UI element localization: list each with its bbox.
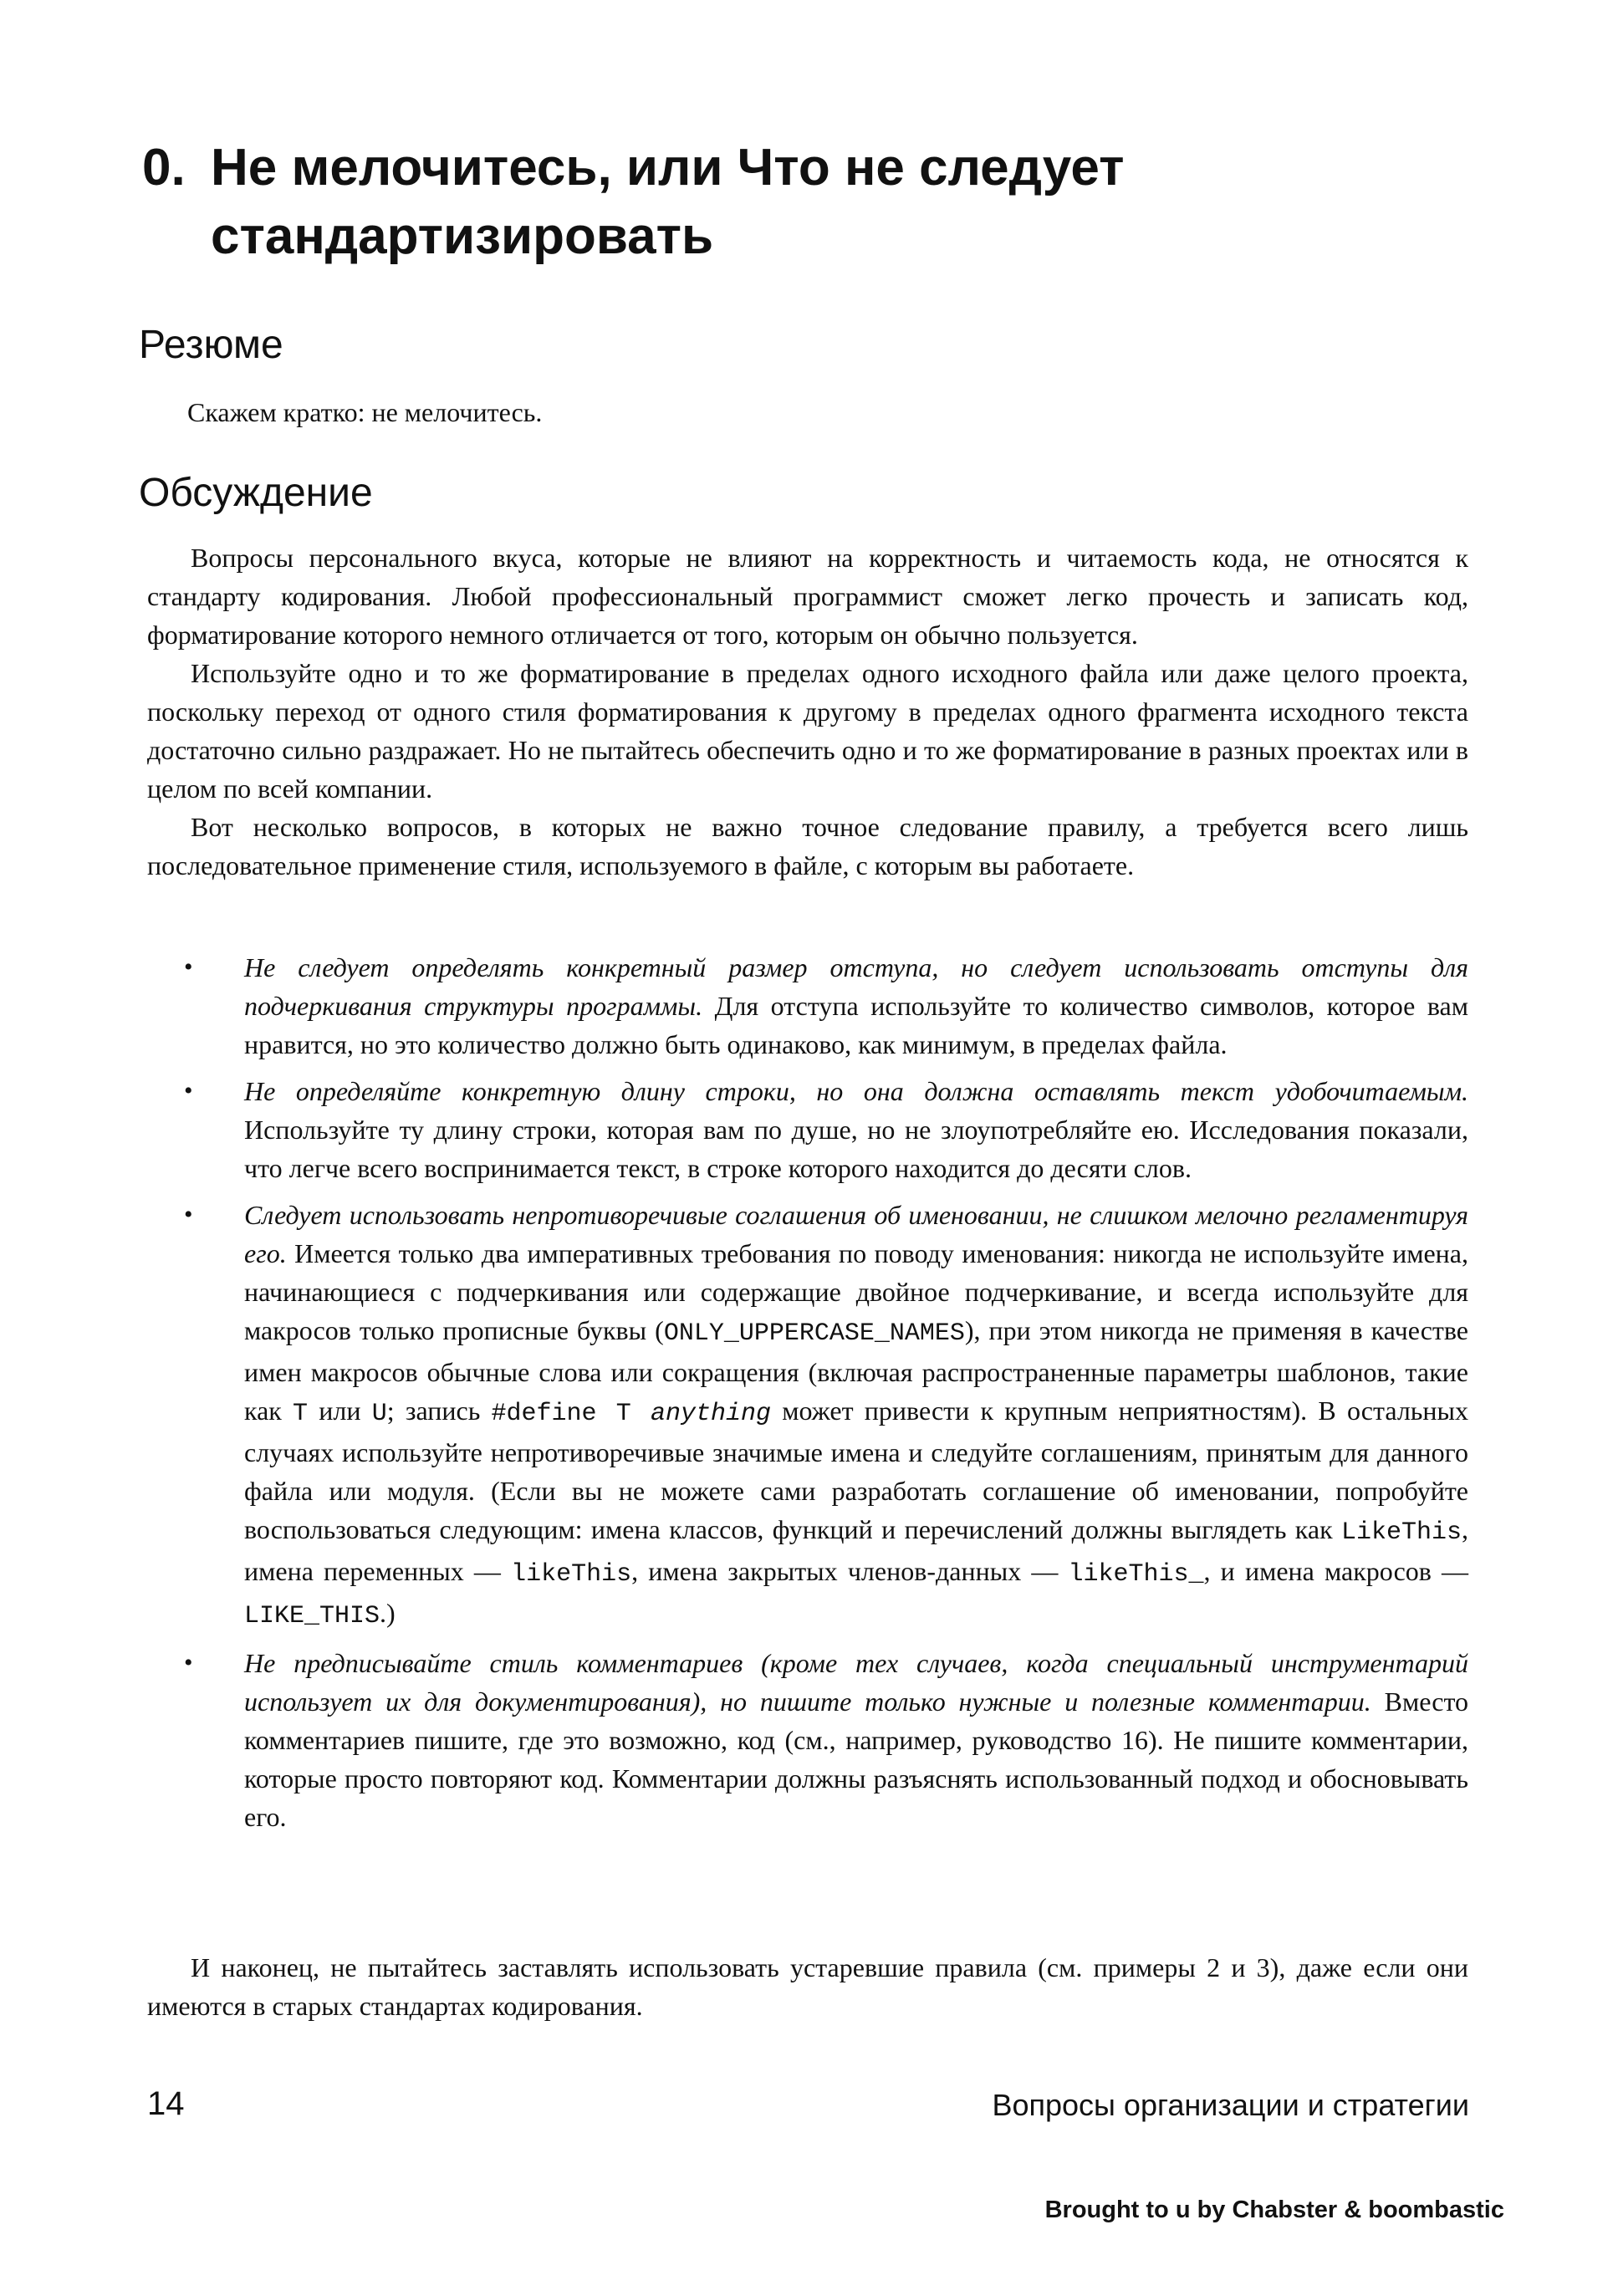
closing-paragraph: И наконец, не пытайтесь заставлять использовать устаревшие правила (см. примеры 2 и 3), даже если они имеются в старых стандартах кодирования.: [147, 1952, 1468, 2021]
bullet-icon: •: [184, 1649, 193, 1676]
chapter-title: [142, 134, 1413, 271]
code-macro-naming: ONLY_UPPERCASE_NAMES: [663, 1319, 965, 1348]
resume-heading: Резюме: [139, 323, 283, 367]
rule-text: Используйте ту длину строки, которая вам по душе, но не злоупотребляйте ею. Исследования показали, что легче всего воспринимается текст, в строке которого находится до десяти слов.: [244, 1115, 1468, 1183]
code-class-naming: LikeThis: [1340, 1518, 1462, 1547]
bullet-icon: •: [184, 953, 193, 981]
rule-text: , имена закрытых членов-данных —: [631, 1556, 1069, 1586]
rule-text: или: [308, 1395, 372, 1426]
discussion-paragraph: Вопросы персонального вкуса, которые не влияют на корректность и читаемость кода, не относятся к стандарту кодирования. Любой профессиональный программист сможет легко прочесть и записать код, форматирование которого немного отличается от того, которым он обычно пользуется.: [147, 543, 1468, 650]
list-item: [147, 1196, 1468, 1635]
closing-body: [147, 1948, 1468, 2025]
chapter-title-line1: Не мелочитесь, или Что не следует: [211, 139, 1125, 196]
watermark-credit: Brought to u by Chabster & boombastic: [1044, 2197, 1504, 2223]
running-title: Вопросы организации и стратегии: [992, 2088, 1469, 2122]
discussion-paragraph: Вот несколько вопросов, в которых не важно точное следование правилу, а требуется всего лишь последовательное применение стиля, используемого в файле, с которым вы работаете.: [147, 812, 1468, 880]
chapter-title-line2: стандартизировать: [211, 207, 714, 265]
rules-list: [147, 948, 1468, 1844]
chapter-number: 0.: [142, 139, 186, 196]
list-item: [147, 1644, 1468, 1836]
bullet-icon: •: [184, 1077, 193, 1105]
rule-text: ; запись: [386, 1395, 492, 1426]
rule-text: .): [380, 1598, 396, 1628]
bullet-icon: •: [184, 1201, 193, 1228]
rule-text: Имеется только два императивных требования по поводу именования: никогда не используйте имена, начинающиеся с подчеркивания или содержащие двойное подчеркивание, и всегда используйте для макросов только прописные буквы (: [244, 1238, 1468, 1345]
code-variable-naming: likeThis: [511, 1560, 632, 1589]
rule-emphasis: Не предписывайте стиль комментариев (кроме тех случаев, когда специальный инструментарий использует их для документирования), но пишите только нужные и полезные комментарии.: [244, 1648, 1468, 1717]
code-macro-example: LIKE_THIS: [244, 1602, 380, 1630]
code-member-naming: likeThis_: [1068, 1560, 1204, 1589]
page-number: 14: [147, 2085, 185, 2122]
code-template-param-t: T: [293, 1400, 309, 1428]
rule-text: ), при этом никогда не применяя в качестве имен макросов обычные слова или сокращения (включая распространенные параметры шаблонов, такие как: [244, 1315, 1469, 1426]
list-item: [147, 1072, 1468, 1187]
discussion-paragraph: Используйте одно и то же форматирование в пределах одного исходного файла или даже целого проекта, поскольку переход от одного стиля форматирования к другому в пределах одного фрагмента исходного текста достаточно сильно раздражает. Но не пытайтесь обеспечить одно и то же форматирование в разных проектах или в целом по всей компании.: [147, 658, 1468, 804]
rule-text: может привести к крупным неприятностям). В остальных случаях используйте непротиворечивые значимые имена и следуйте соглашениям, принятым для данного файла или модуля. (Если вы не можете сами разработать соглашение об именовании, попробуйте воспользоваться следующим: имена классов, функций и перечислений должны выглядеть как: [244, 1395, 1469, 1544]
rule-emphasis: Не следует определять конкретный размер отступа, но следует использовать отступы для подчеркивания структуры программы.: [244, 952, 1468, 1021]
rule-text: , имена переменных —: [244, 1514, 1468, 1586]
resume-text: Скажем кратко: не мелочитесь.: [187, 397, 543, 427]
rule-text: , и имена макросов —: [1203, 1556, 1469, 1586]
rule-emphasis: Следует использовать непротиворечивые соглашения об именовании, не слишком мелочно регламентируя его.: [244, 1200, 1468, 1268]
code-template-param-u: U: [371, 1400, 387, 1428]
discussion-heading: Обсуждение: [139, 471, 373, 515]
code-define-placeholder: anything: [630, 1400, 772, 1428]
list-item: [147, 948, 1468, 1064]
discussion-body: [147, 538, 1468, 885]
rule-text: Вместо комментариев пишите, где это возможно, код (см., например, руководство 16). Не пишите комментарии, которые просто повторяют код. Комментарии должны разъяснять использованный подход и обосновывать его.: [244, 1686, 1469, 1832]
rule-text: Для отступа используйте то количество символов, которое вам нравится, но это количество должно быть одинаково, как минимум, в пределах файла.: [244, 991, 1469, 1059]
rule-emphasis: Не определяйте конкретную длину строки, но она должна оставлять текст удобочитаемым.: [244, 1076, 1468, 1106]
code-define: #define T: [491, 1400, 631, 1428]
